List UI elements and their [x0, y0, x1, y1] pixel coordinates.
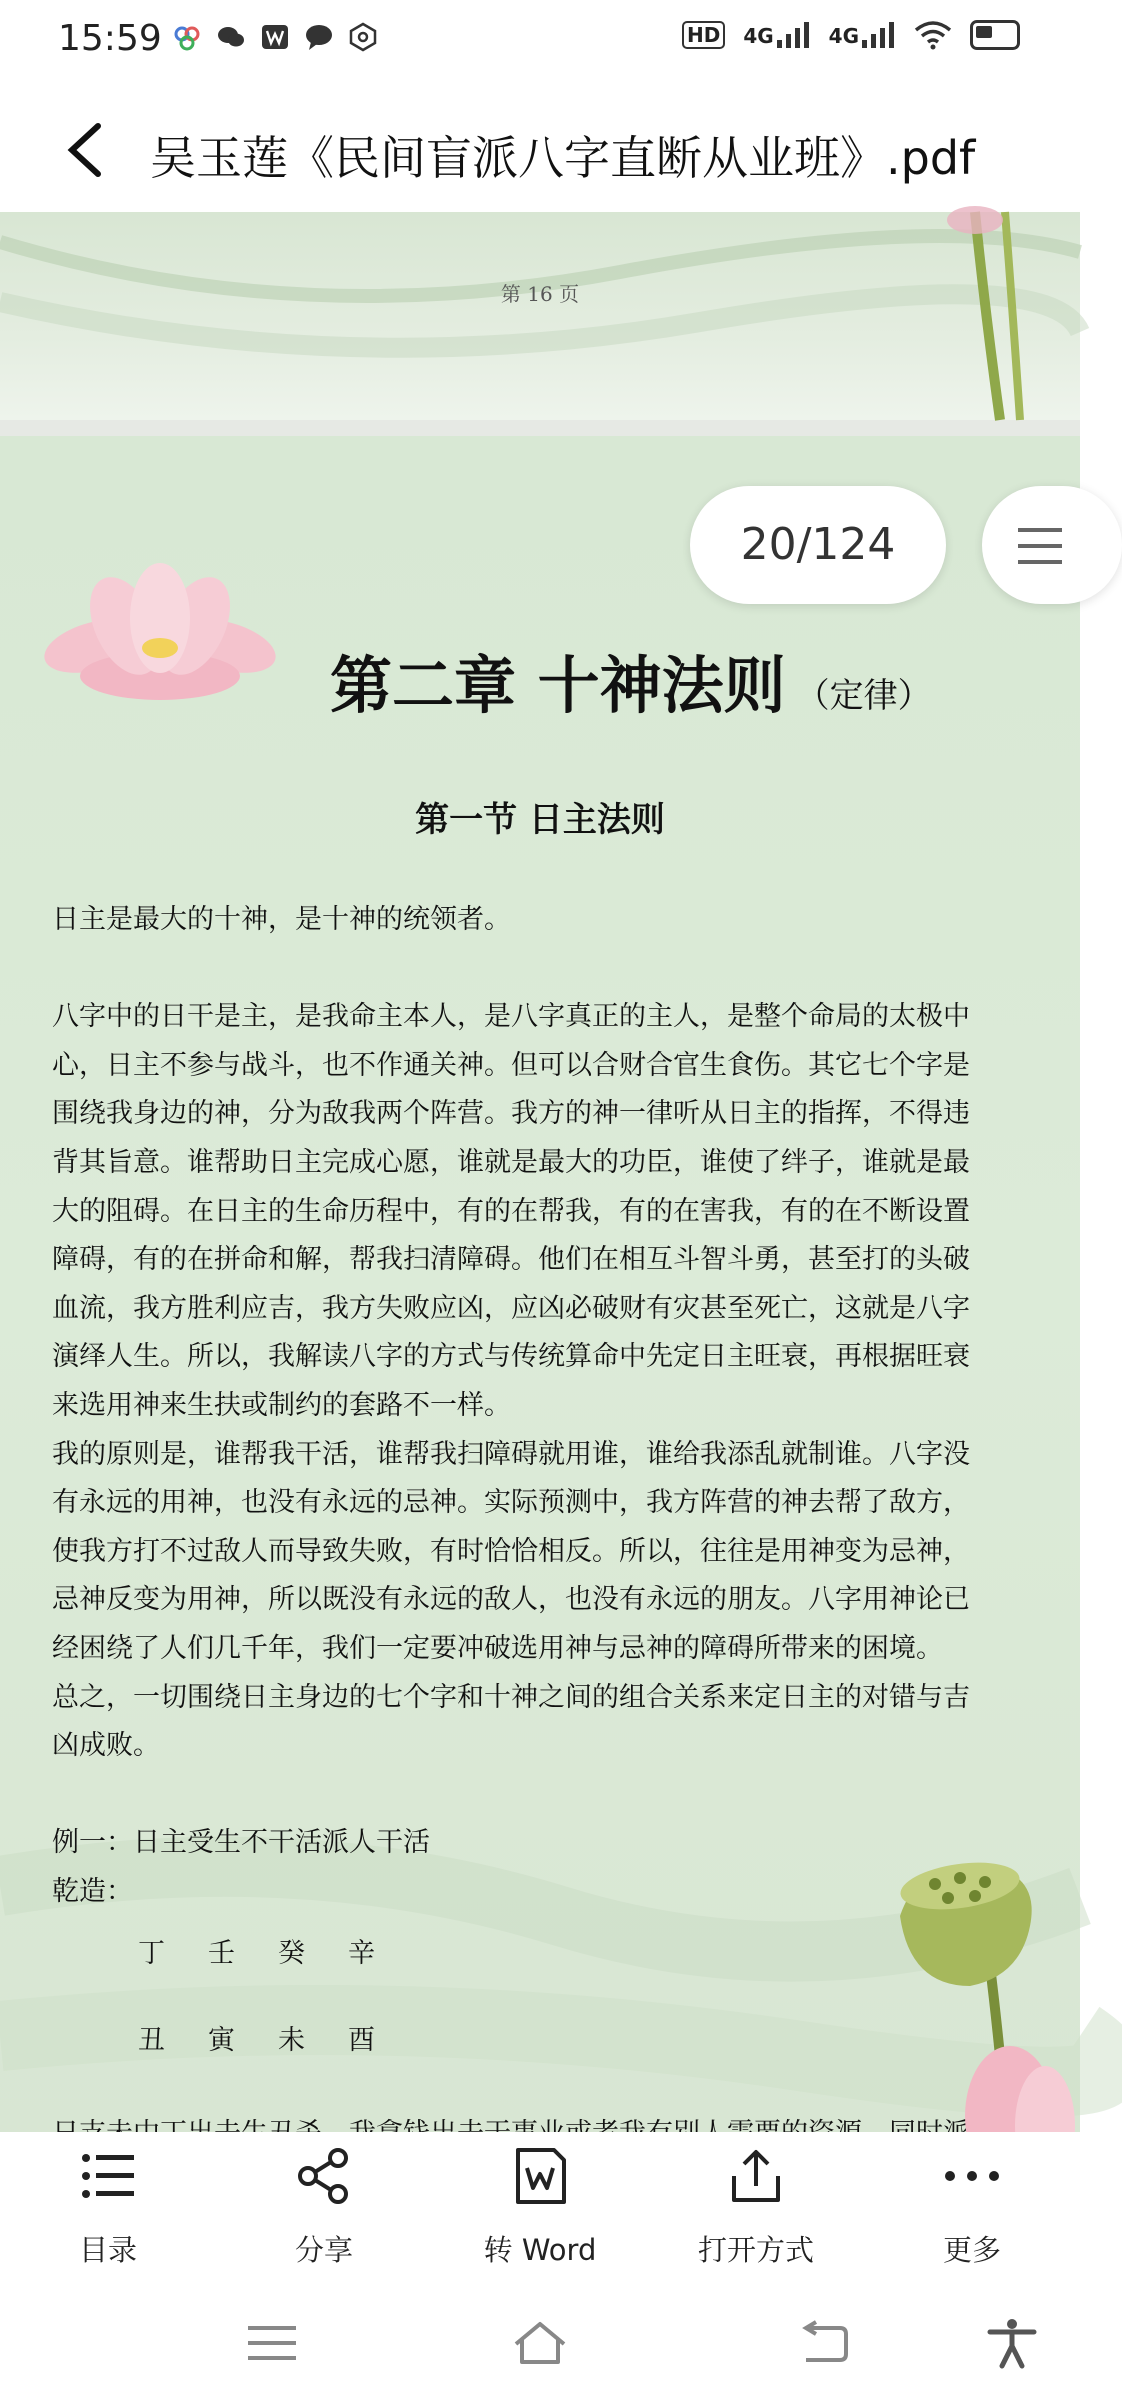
text-line: 经困绕了人们几千年，我们一定要冲破选用神与忌神的障碍所带来的困境。	[52, 1632, 943, 1664]
text-line: 背其旨意。谁帮助日主完成心愿，谁就是最大的功臣，谁使了绊子，谁就是最	[52, 1146, 970, 1178]
bazi-branch: 寅	[208, 2025, 235, 2057]
wechat-icon	[216, 22, 246, 52]
signal-2	[829, 22, 896, 48]
more-button[interactable]	[864, 2132, 1080, 2280]
toc-label: 目录	[78, 2233, 137, 2267]
section-title: 第一节 日主法则	[415, 800, 665, 840]
status-left-icons	[172, 22, 378, 52]
text-line: 忌神反变为用神，所以既没有永远的敌人，也没有永远的朋友。八字用神论已	[52, 1584, 970, 1616]
text-line: 使我方打不过敌人而导致失败，有时恰恰相反。所以，往往是用神变为忌神，	[52, 1535, 970, 1567]
share-button[interactable]	[216, 2132, 432, 2280]
text-line: 总之，一切围绕日主身边的七个字和十神之间的组合关系来定日主的对错与吉	[52, 1681, 970, 1713]
chapter-title-text: 第二章 十神法则	[330, 649, 786, 722]
bazi-stem: 辛	[348, 1938, 375, 1970]
back-icon[interactable]	[796, 2318, 852, 2368]
text-line: 大的阻碍。在日主的生命历程中，有的在帮我，有的在害我，有的在不断设置	[52, 1195, 970, 1227]
status-time: 15:59	[58, 18, 162, 59]
text-line: 血流，我方胜利应吉，我方失败应凶，应凶必破财有灾甚至死亡，这就是八字	[52, 1292, 970, 1324]
bazi-branch: 酉	[348, 2025, 375, 2057]
previous-page	[0, 212, 1080, 420]
landscape-decoration	[0, 212, 1080, 420]
battery-icon	[970, 20, 1020, 50]
text-line: 我的原则是，谁帮我干活，谁帮我扫障碍就用谁，谁给我添乱就制谁。八字没	[52, 1438, 970, 1470]
text-line: 例一：日主受生不干活派人干活	[52, 1827, 430, 1859]
network-label-1: 4G	[743, 24, 774, 48]
home-icon[interactable]	[512, 2318, 568, 2368]
signal-bars-icon	[777, 22, 811, 48]
signal-bars-icon	[862, 22, 896, 48]
bazi-stem: 壬	[208, 1938, 235, 1970]
toc-button[interactable]	[0, 2132, 216, 2280]
hd-badge: HD	[682, 21, 725, 49]
chapter-subtitle: （定律）	[795, 676, 932, 716]
signal-1	[743, 22, 810, 48]
accessibility-icon[interactable]	[984, 2318, 1040, 2368]
wps-icon	[260, 22, 290, 52]
hexagon-icon	[348, 22, 378, 52]
convert-word-label: 转 Word	[483, 2233, 597, 2267]
status-right	[682, 20, 1020, 50]
lotus-flower-icon	[40, 556, 280, 716]
previous-page-number: 第 16 页	[500, 282, 580, 306]
hamburger-icon	[1018, 526, 1062, 566]
wifi-icon	[914, 20, 952, 50]
connection-icon	[172, 22, 202, 52]
text-line: 演绎人生。所以，我解读八字的方式与传统算命中先定日主旺衰，再根据旺衰	[52, 1341, 970, 1373]
text-line: 围绕我身边的神，分为敌我两个阵营。我方的神一律听从日主的指挥，不得违	[52, 1098, 970, 1130]
spacer	[52, 1771, 1042, 1820]
title-bar	[0, 80, 1080, 212]
text-line: 心，日主不参与战斗，也不作通关神。但可以合财合官生食伤。其它七个字是	[52, 1049, 970, 1081]
text-line: 八字中的日干是主，是我命主本人，是八字真正的主人，是整个命局的太极中	[52, 1001, 970, 1033]
bazi-branch: 丑	[138, 2025, 165, 2057]
bazi-stem: 癸	[278, 1938, 305, 1970]
document-title: 吴玉莲《民间盲派八字直断从业班》.pdf	[150, 131, 976, 185]
outline-toggle[interactable]	[982, 486, 1122, 604]
more-dots-icon	[942, 2146, 1002, 2206]
share-label: 分享	[294, 2233, 353, 2267]
text-line: 日主是最大的十神，是十神的统领者。	[52, 904, 511, 935]
page-indicator[interactable]: 20/124	[690, 486, 946, 604]
text-line: 乾造：	[52, 1875, 133, 1907]
convert-word-button[interactable]	[432, 2132, 648, 2280]
open-with-button[interactable]	[648, 2132, 864, 2280]
menu-icon[interactable]	[244, 2318, 300, 2368]
bazi-stem: 丁	[138, 1938, 165, 1970]
list-icon	[78, 2146, 138, 2206]
text-line: 有永远的用神，也没有永远的忌神。实际预测中，我方阵营的神去帮了敌方，	[52, 1487, 970, 1519]
share-icon	[294, 2146, 354, 2206]
network-label-2: 4G	[828, 24, 859, 48]
more-label: 更多	[942, 2233, 1001, 2267]
system-nav-bar	[0, 2280, 1080, 2408]
pdf-viewer[interactable]	[0, 212, 1080, 2132]
chat-bubble-icon	[304, 22, 334, 52]
open-with-label: 打开方式	[697, 2233, 814, 2267]
chevron-left-icon[interactable]	[60, 120, 110, 180]
text-line: 障碍，有的在拼命和解，帮我扫清障碍。他们在相互斗智斗勇，甚至打的头破	[52, 1244, 970, 1276]
text-line: 凶成败。	[52, 1730, 160, 1762]
lotus-pod-icon	[880, 1846, 1080, 2166]
chapter-title	[330, 636, 932, 725]
bottom-toolbar	[0, 2132, 1080, 2280]
bazi-branch: 未	[278, 2025, 305, 2057]
word-convert-icon	[510, 2146, 570, 2206]
current-page	[0, 436, 1080, 2156]
spacer	[52, 945, 1042, 994]
text-line: 来选用神来生扶或制约的套路不一样。	[52, 1389, 511, 1421]
status-bar	[0, 0, 1080, 80]
upload-icon	[726, 2146, 786, 2206]
